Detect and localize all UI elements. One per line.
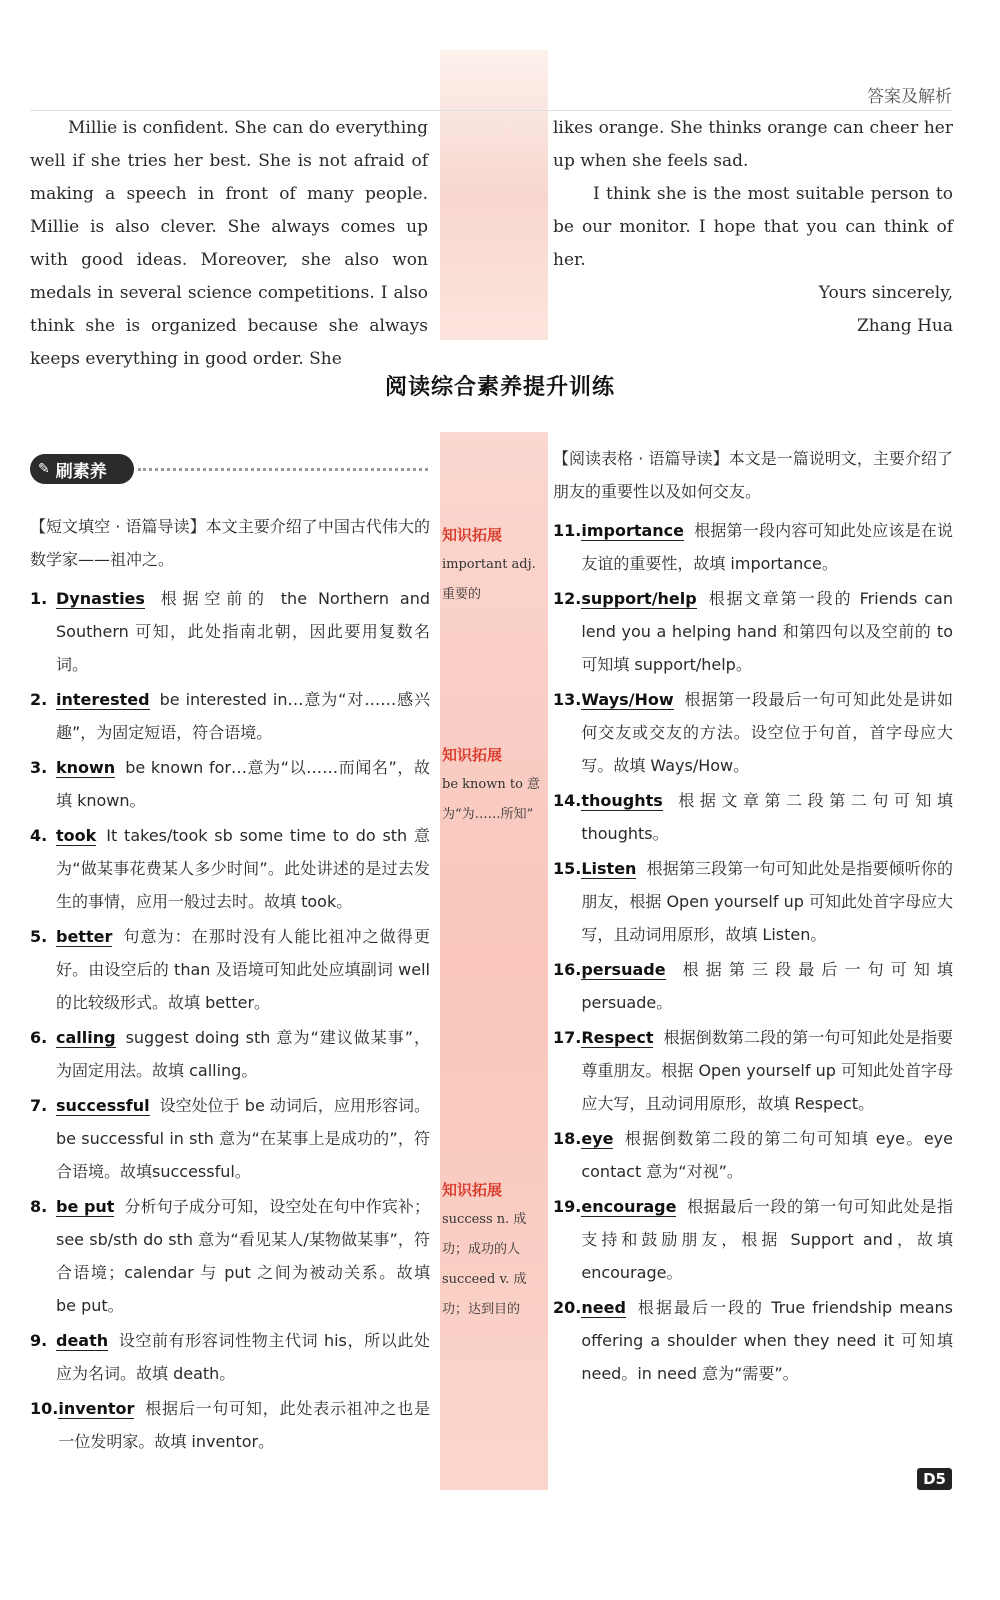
answer-word: need — [581, 1298, 626, 1317]
answer-explanation: 根据第三段最后一句可知填 persuade。 — [581, 960, 953, 1012]
letter-right-column — [553, 112, 953, 343]
answer-word: importance — [581, 521, 685, 540]
answer-number: 19. — [553, 1197, 582, 1216]
answer-explanation: 设空前有形容词性物主代词 his，所以此处应为名词。故填 death。 — [56, 1331, 430, 1383]
letter-closing: Yours sincerely, — [818, 283, 953, 303]
answer-body — [581, 582, 953, 681]
answer-number: 8. — [30, 1197, 48, 1216]
answer-word: interested — [56, 690, 150, 709]
answer-number: 14. — [553, 791, 582, 810]
answer-number: 7. — [30, 1096, 48, 1115]
answer-explanation: 根据第一段内容可知此处应该是在说友谊的重要性，故填 importance。 — [581, 521, 953, 573]
answer-item — [30, 1021, 430, 1087]
letter-left-column: Millie is confident. She can do everything well if she tries her best. She is not afraid of making a speech in front of many people. Millie is also clever. She always comes up with good ideas. Moreover, she also won medals in several science competitions. I also think she is organized because she always keeps everything in good order. She — [30, 118, 428, 369]
answer-number: 13. — [553, 690, 582, 709]
answer-body — [581, 683, 953, 782]
answer-number: 17. — [553, 1028, 582, 1047]
answer-item — [30, 1324, 430, 1390]
header-tag: 答案及解析 — [867, 87, 952, 107]
answer-word: death — [56, 1331, 109, 1350]
answer-explanation: 根据倒数第二段的第二句可知填 eye。eye contact 意为“对视”。 — [581, 1129, 953, 1181]
answer-explanation: be interested in…意为“对……感兴趣”，为固定短语，符合语境。 — [56, 690, 430, 742]
answer-number: 16. — [553, 960, 582, 979]
section-badge — [30, 454, 134, 484]
answer-explanation: 根据第一段最后一句可知此处是讲如何交友或交友的方法。设空位于句首，首字母应大写。故填 Ways/How。 — [581, 690, 953, 775]
answer-explanation: suggest doing sth 意为“建议做某事”，为固定用法。故填 calling。 — [56, 1028, 430, 1080]
answer-explanation: 根据第三段第一句可知此处是指要倾听你的朋友，根据 Open yourself up 可知此处首字母应大写，且动词用原形，故填 Listen。 — [581, 859, 953, 944]
answer-body — [56, 1190, 430, 1322]
section-title: 阅读综合素养提升训练 — [384, 375, 615, 400]
answer-explanation: 分析句子成分可知，设空处在句中作宾补；see sb/sth do sth 意为“看见某人/某物做某事”，符合语境；calendar 与 put 之间为被动关系。故填 be put。 — [56, 1197, 430, 1315]
answer-body — [56, 1021, 430, 1087]
answer-body — [56, 819, 430, 918]
answer-word: thoughts — [581, 791, 663, 810]
answer-number: 11. — [553, 521, 582, 540]
answer-number: 10. — [30, 1399, 59, 1418]
answer-explanation: 根据倒数第二段的第一句可知此处是指要尊重朋友。根据 Open yourself up 可知此处首字母应大写，且动词用原形，故填 Respect。 — [581, 1028, 953, 1113]
answer-word: Listen — [581, 859, 637, 878]
answer-body — [581, 784, 953, 850]
answer-explanation: 根据文章第一段的 Friends can lend you a helping hand 和第四句以及空前的 to 可知填 support/help。 — [581, 589, 953, 674]
answer-number: 5. — [30, 927, 48, 946]
answer-word: Dynasties — [56, 589, 145, 608]
answer-item — [553, 1122, 953, 1188]
answer-word: successful — [56, 1096, 150, 1115]
dotted-divider — [138, 468, 428, 471]
answer-item — [553, 1190, 953, 1289]
knowledge-title: 知识拓展 — [442, 526, 503, 544]
answer-number: 2. — [30, 690, 48, 709]
answer-explanation: 根据后一句可知，此处表示祖冲之也是一位发明家。故填 inventor。 — [58, 1399, 430, 1451]
answer-item — [30, 819, 430, 918]
answer-item — [553, 784, 953, 850]
knowledge-note — [442, 740, 542, 830]
margin-band-top — [440, 50, 548, 340]
answer-word: took — [56, 826, 97, 845]
answer-word: inventor — [58, 1399, 135, 1418]
answer-number: 9. — [30, 1331, 48, 1350]
answer-item — [553, 852, 953, 951]
answer-item — [553, 1291, 953, 1390]
answer-number: 15. — [553, 859, 582, 878]
answer-word: support/help — [581, 589, 697, 608]
answer-word: Respect — [581, 1028, 654, 1047]
answer-body — [56, 683, 430, 749]
answer-word: eye — [581, 1129, 614, 1148]
answer-explanation: 根据空前的 the Northern and Southern 可知，此处指南北朝，因此要用复数名词。 — [56, 589, 430, 674]
answer-body — [581, 1122, 953, 1188]
answer-body — [581, 852, 953, 951]
knowledge-title: 知识拓展 — [442, 746, 503, 764]
knowledge-title: 知识拓展 — [442, 1181, 503, 1199]
knowledge-body: important adj. 重要的 — [442, 557, 536, 602]
answer-word: calling — [56, 1028, 116, 1047]
answer-item — [553, 953, 953, 1019]
header-divider — [30, 110, 952, 111]
answer-body — [56, 1089, 430, 1188]
knowledge-note — [442, 520, 542, 610]
left-answers — [30, 510, 430, 1460]
answer-item — [553, 582, 953, 681]
answer-item — [30, 1190, 430, 1322]
answer-item — [30, 683, 430, 749]
knowledge-note — [442, 1175, 542, 1325]
answer-item — [30, 1089, 430, 1188]
answer-explanation: 句意为：在那时没有人能比祖冲之做得更好。由设空后的 than 及语境可知此处应填副词 well 的比较级形式。故填 better。 — [56, 927, 430, 1012]
page-number: D5 — [917, 1468, 952, 1490]
answer-body — [56, 1324, 430, 1390]
knowledge-body: be known to 意为“为……所知” — [442, 777, 541, 822]
right-answers — [553, 442, 953, 1392]
answer-number: 4. — [30, 826, 48, 845]
answer-explanation: It takes/took sb some time to do sth 意为“做某事花费某人多少时间”。此处讲述的是过去发生的事情，应用一般过去时。故填 took。 — [56, 826, 430, 911]
answer-word: persuade — [581, 960, 666, 979]
answer-body — [581, 1291, 953, 1390]
answer-body — [56, 582, 430, 681]
answer-item — [553, 1021, 953, 1120]
answer-number: 12. — [553, 589, 582, 608]
knowledge-body: success n. 成功；成功的人 succeed v. 成功；达到目的 — [442, 1212, 527, 1317]
answer-body — [56, 751, 430, 817]
answer-body — [581, 953, 953, 1019]
answer-word: better — [56, 927, 113, 946]
right-answer-list — [553, 514, 953, 1390]
badge-label: 刷素养 — [55, 461, 107, 482]
letter-paragraph: I think she is the most suitable person to be our monitor. I hope that you can think of her. — [553, 184, 953, 270]
answer-item — [553, 683, 953, 782]
answer-body — [56, 920, 430, 1019]
answer-item — [30, 1392, 430, 1458]
answer-item — [30, 582, 430, 681]
right-intro: 【阅读表格 · 语篇导读】本文是一篇说明文，主要介绍了朋友的重要性以及如何交友。 — [553, 449, 953, 501]
answer-body — [58, 1392, 430, 1458]
answer-item — [30, 920, 430, 1019]
answer-body — [581, 1021, 953, 1120]
answer-number: 20. — [553, 1298, 582, 1317]
answer-word: encourage — [581, 1197, 677, 1216]
answer-explanation: 根据文章第二段第二句可知填 thoughts。 — [581, 791, 953, 843]
book-icon: ✎ — [38, 461, 50, 477]
answer-explanation: 根据最后一段的 True friendship means offering a shoulder when they need it 可知填 need。in need 意为“需要”。 — [581, 1298, 953, 1383]
answer-number: 3. — [30, 758, 48, 777]
left-intro: 【短文填空 · 语篇导读】本文主要介绍了中国古代伟大的数学家——祖冲之。 — [30, 517, 430, 569]
answer-body — [581, 1190, 953, 1289]
answer-explanation: 设空处位于 be 动词后，应用形容词。be successful in sth 意为“在某事上是成功的”，符合语境。故填successful。 — [56, 1096, 430, 1181]
answer-explanation: 根据最后一段的第一句可知此处是指支持和鼓励朋友，根据 Support and，故填 encourage。 — [581, 1197, 953, 1282]
answer-word: Ways/How — [581, 690, 674, 709]
answer-number: 6. — [30, 1028, 48, 1047]
letter-signature: Zhang Hua — [856, 316, 953, 336]
answer-body — [581, 514, 953, 580]
answer-word: be put — [56, 1197, 115, 1216]
answer-number: 18. — [553, 1129, 582, 1148]
answer-item — [30, 751, 430, 817]
answer-number: 1. — [30, 589, 48, 608]
answer-explanation: be known for…意为“以……而闻名”，故填 known。 — [56, 758, 430, 810]
answer-item — [553, 514, 953, 580]
left-answer-list — [30, 582, 430, 1458]
answer-word: known — [56, 758, 116, 777]
letter-paragraph: likes orange. She thinks orange can cheer her up when she feels sad. — [553, 118, 953, 171]
